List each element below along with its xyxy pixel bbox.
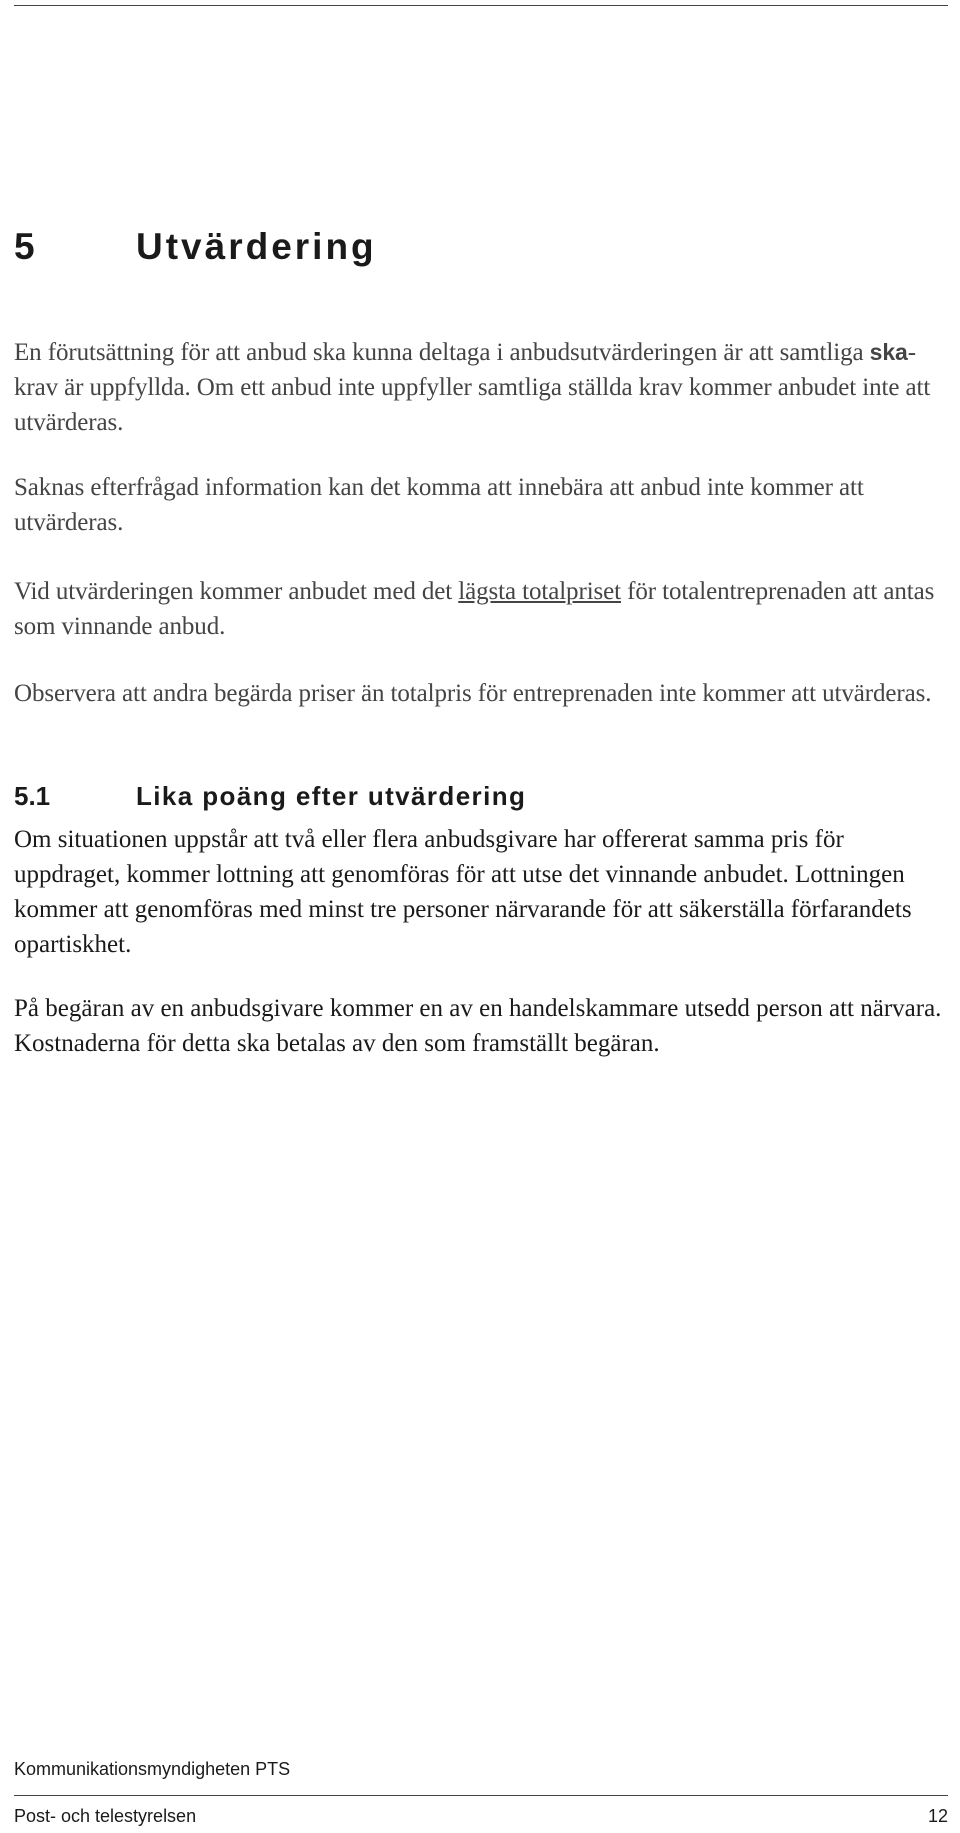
paragraph-requirements — [14, 335, 944, 440]
section-heading — [14, 228, 377, 265]
section-title: Utvärdering — [136, 226, 377, 267]
paragraph-chamber-of-commerce: På begäran av en anbudsgivare kommer en av en handelskammare utsedd person att närvara. Kostnaderna för detta ska betalas av den som framställt begäran. — [14, 995, 942, 1057]
paragraph-observe: Observera att andra begärda priser än totalpris för entreprenaden inte kommer att utvärderas. — [14, 680, 932, 707]
paragraph-lowest-price — [14, 574, 944, 644]
paragraph-text: Vid utvärderingen kommer anbudet med det — [14, 578, 459, 605]
footer-organization: Kommunikationsmyndigheten PTS — [14, 1759, 291, 1779]
paragraph-lottery: Om situationen uppstår att två eller flera anbudsgivare har offererat samma pris för uppdraget, kommer lottning att genomföras för att utse det vinnande anbudet. Lottningen kommer att genomföras med minst tre personer närvarande för att säkerställa förfarandets opartiskhet. — [14, 826, 912, 958]
paragraph-text: för totalentreprenaden att antas som vinnande anbud. — [14, 578, 935, 640]
paragraph-text: En förutsättning för att anbud ska kunna deltaga i anbudsutvärderingen är att samtliga — [14, 339, 870, 366]
bold-term: ska — [869, 339, 908, 365]
subsection-heading — [14, 783, 526, 809]
footer-agency: Post- och telestyrelsen — [14, 1806, 197, 1826]
top-rule — [14, 5, 948, 6]
paragraph-text: -krav är uppfyllda. Om ett anbud inte uppfyller samtliga ställda krav kommer anbudet inte att utvärderas. — [14, 339, 931, 436]
footer-rule — [14, 1795, 948, 1796]
subsection-title: Lika poäng efter utvärdering — [136, 781, 527, 811]
underlined-term: lägsta totalpriset — [458, 578, 622, 605]
page-number: 12 — [927, 1806, 948, 1826]
paragraph-missing-info: Saknas efterfrågad information kan det komma att innebära att anbud inte kommer att utvärderas. — [14, 474, 864, 536]
subsection-number: 5.1 — [14, 781, 51, 811]
section-number: 5 — [14, 226, 35, 267]
